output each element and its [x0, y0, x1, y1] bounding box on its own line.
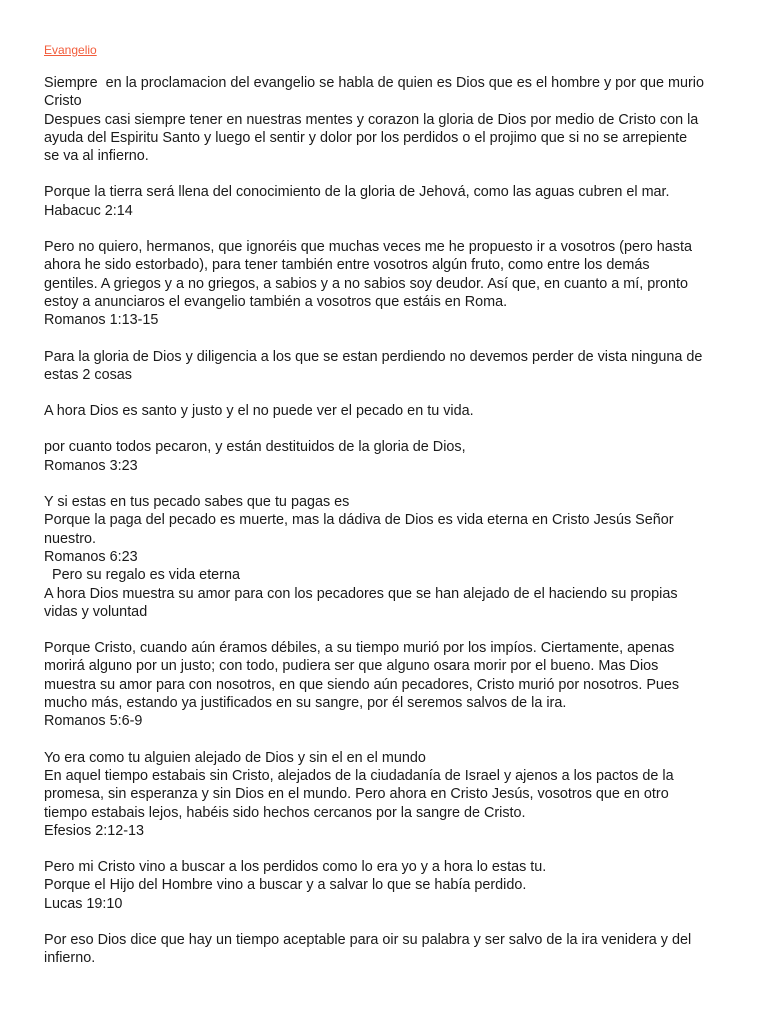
text-line: Cristo [44, 93, 82, 110]
text-line: Yo era como tu alguien alejado de Dios y sin el en el mundo [44, 749, 426, 766]
text-line: Pero no quiero, hermanos, que ignoréis que muchas veces me he propuesto ir a vosotros (pero hasta [44, 239, 692, 256]
paragraph [44, 238, 734, 329]
text-line: infierno. [44, 950, 96, 967]
text-line: Y si estas en tus pecado sabes que tu pagas es [44, 494, 350, 511]
paragraph [44, 438, 734, 475]
document-body [44, 74, 734, 968]
text-line: ayuda del Espiritu Santo y luego el sentir y dolor por los perdidos o el projimo que si no se arrepiente [44, 129, 688, 146]
text-line: por cuanto todos pecaron, y están destituidos de la gloria de Dios, [44, 439, 466, 456]
text-line: A hora Dios muestra su amor para con los pecadores que se han alejado de el haciendo su propias [44, 585, 678, 602]
text-line: estoy a anunciaros el evangelio también a vosotros que estáis en Roma. [44, 293, 508, 310]
paragraph [44, 74, 734, 165]
text-line: Romanos 6:23 [44, 548, 138, 565]
text-line: Pero su regalo es vida eterna [44, 567, 240, 584]
title-link[interactable]: Evangelio [44, 43, 97, 57]
document-page [44, 40, 734, 986]
paragraph [44, 639, 734, 730]
text-line: Efesios 2:12-13 [44, 822, 144, 839]
paragraph [44, 348, 734, 385]
paragraph [44, 183, 734, 220]
text-line: Romanos 3:23 [44, 457, 138, 474]
text-line: Porque la tierra será llena del conocimiento de la gloria de Jehová, como las aguas cubren el mar. [44, 184, 670, 201]
text-line: se va al infierno. [44, 148, 149, 165]
text-line: promesa, sin esperanza y sin Dios en el mundo. Pero ahora en Cristo Jesús, vosotros que en otro [44, 786, 669, 803]
text-line: Para la gloria de Dios y diligencia a los que se estan perdiendo no devemos perder de vista ninguna de [44, 348, 703, 365]
text-line: Siempre en la proclamacion del evangelio se habla de quien es Dios que es el hombre y por que murio [44, 75, 704, 91]
text-line: muestra su amor para con nosotros, en que siendo aún pecadores, Cristo murió por nosotros. Pues [44, 676, 680, 693]
text-line: vidas y voluntad [44, 603, 148, 620]
text-line: ahora he sido estorbado), para tener también entre vosotros algún fruto, como entre los demás [44, 257, 650, 274]
text-line: Porque Cristo, cuando aún éramos débiles, a su tiempo murió por los impíos. Ciertamente, apenas [44, 640, 675, 657]
text-line: gentiles. A griegos y a no griegos, a sabios y a no sabios soy deudor. Así que, en cuanto a mí, pronto [44, 275, 688, 292]
text-line: Romanos 5:6-9 [44, 713, 143, 730]
text-line: Por eso Dios dice que hay un tiempo aceptable para oir su palabra y ser salvo de la ira venidera y del [44, 931, 692, 948]
text-line: En aquel tiempo estabais sin Cristo, alejados de la ciudadanía de Israel y ajenos a los pactos de la [44, 767, 674, 784]
text-line: Despues casi siempre tener en nuestras mentes y corazon la gloria de Dios por medio de Cristo con la [44, 111, 699, 128]
text-line: Habacuc 2:14 [44, 202, 133, 219]
text-line: morirá alguno por un justo; con todo, pudiera ser que alguno osara morir por el bueno. Mas Dios [44, 658, 659, 675]
text-line: estas 2 cosas [44, 366, 132, 383]
text-line: A hora Dios es santo y justo y el no puede ver el pecado en tu vida. [44, 403, 474, 420]
text-line: Porque la paga del pecado es muerte, mas la dádiva de Dios es vida eterna en Cristo Jesús Señor [44, 512, 674, 529]
text-line: Romanos 1:13-15 [44, 312, 159, 329]
text-line: Lucas 19:10 [44, 895, 123, 912]
paragraph [44, 402, 734, 420]
text-line: mucho más, estando ya justificados en su sangre, por él seremos salvos de la ira. [44, 695, 567, 712]
text-line: Porque el Hijo del Hombre vino a buscar y a salvar lo que se había perdido. [44, 877, 527, 894]
text-line: Pero mi Cristo vino a buscar a los perdidos como lo era yo y a hora lo estas tu. [44, 859, 547, 876]
text-line: tiempo estabais lejos, habéis sido hechos cercanos por la sangre de Cristo. [44, 804, 526, 821]
paragraph [44, 931, 734, 968]
paragraph [44, 493, 734, 621]
paragraph [44, 858, 734, 913]
paragraph [44, 749, 734, 840]
text-line: nuestro. [44, 530, 96, 547]
